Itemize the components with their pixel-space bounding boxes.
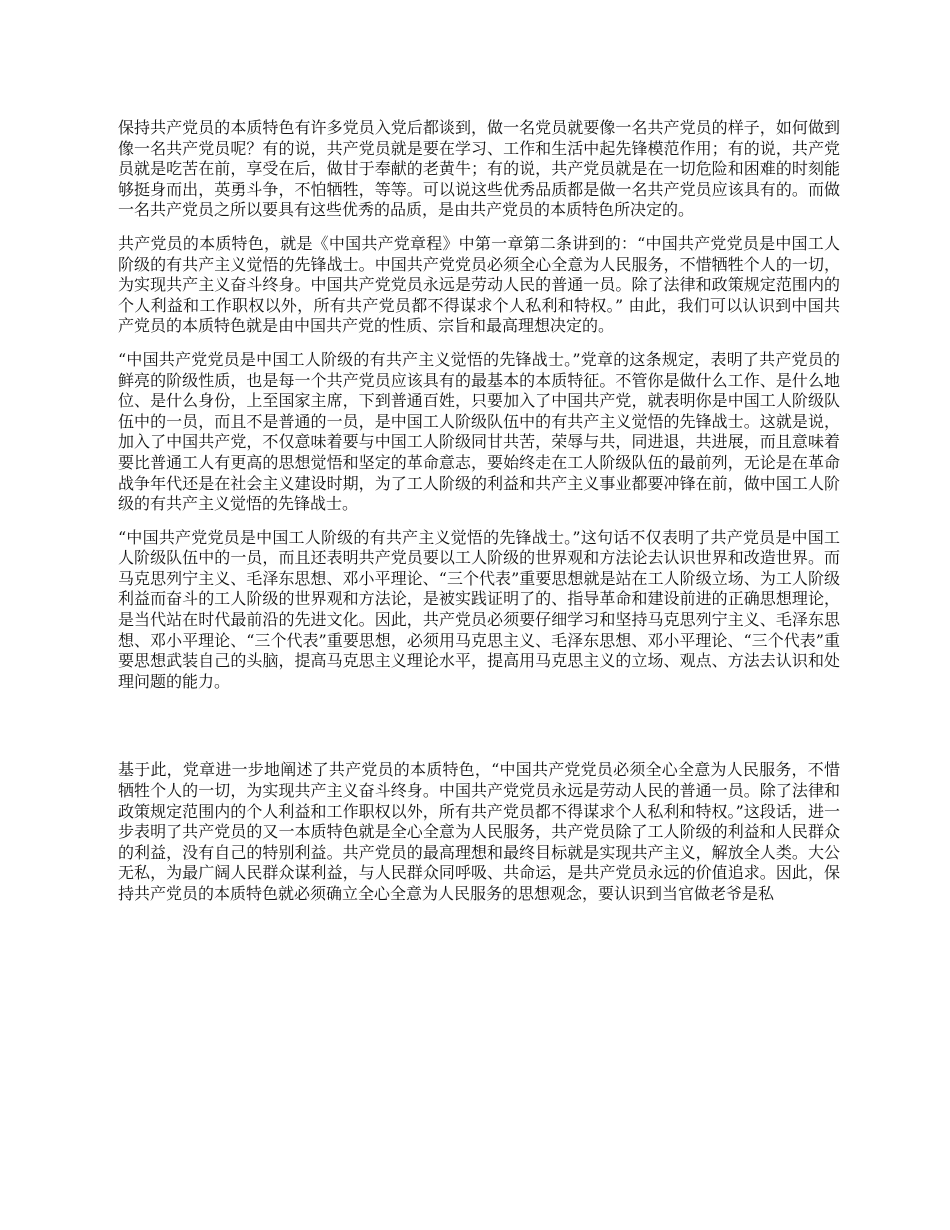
document-body [118,118,840,918]
paragraph-5: 基于此，党章进一步地阐述了共产党员的本质特色，“中国共产党党员必须全心全意为人民服务，不惜牺牲个人的一切，为实现共产主义奋斗终身。中国共产党党员永远是劳动人民的普通一员。除了法律和政策规定范围内的个人利益和工作职权以外，所有共产党员都不得谋求个人私利和特权。”这段话，进一步表明了共产党员的又一本质特色就是全心全意为人民服务，共产党员除了工人阶级的利益和人民群众的利益，没有自己的特别利益。共产党员的最高理想和最终目标就是实现共产主义，解放全人类。大公无私，为最广阔人民群众谋利益，与人民群众同呼吸、共命运，是共产党员永远的价值追求。因此，保持共产党员的本质特色就必须确立全心全意为人民服务的思想观念，要认识到当官做老爷是私 [118,760,840,903]
paragraph-2: 共产党员的本质特色，就是《中国共产党章程》中第一章第二条讲到的：“中国共产党党员是中国工人阶级的有共产主义觉悟的先锋战士。中国共产党党员必须全心全意为人民服务，不惜牺牲个人的一切，为实现共产主义奋斗终身。中国共产党党员永远是劳动人民的普通一员。除了法律和政策规定范围内的个人利益和工作职权以外，所有共产党员都不得谋求个人私利和特权。” 由此，我们可以认识到中国共产党员的本质特色就是由中国共产党的性质、宗旨和最高理想决定的。 [118,233,840,336]
paragraph-1: 保持共产党员的本质特色有许多党员入党后都谈到，做一名党员就要像一名共产党员的样子，如何做到像一名共产党员呢？有的说，共产党员就是要在学习、工作和生活中起先锋模范作用；有的说，共产党员就是吃苦在前，享受在后，做甘于奉献的老黄牛；有的说，共产党员就是在一切危险和困难的时刻能够挺身而出，英勇斗争，不怕牺牲，等等。可以说这些优秀品质都是做一名共产党员应该具有的。而做一名共产党员之所以要具有这些优秀的品质，是由共产党员的本质特色所决定的。 [118,118,840,220]
paragraph-3: “中国共产党党员是中国工人阶级的有共产主义觉悟的先锋战士。”党章的这条规定，表明了共产党员的鲜亮的阶级性质，也是每一个共产党员应该具有的最基本的本质特征。不管你是做什么工作、是什么地位、是什么身份，上至国家主席，下到普通百姓，只要加入了中国共产党，就表明你是中国工人阶级队伍中的一员，而且不是普通的一员，是中国工人阶级队伍中的有共产主义觉悟的先锋战士。这就是说，加入了中国共产党，不仅意味着要与中国工人阶级同甘共苦，荣辱与共，同进退，共进展，而且意味着要比普通工人有更高的思想觉悟和坚定的革命意志，要始终走在工人阶级队伍的最前列，无论是在革命战争年代还是在社会主义建设时期，为了工人阶级的利益和共产主义事业都要冲锋在前，做中国工人阶级的有共产主义觉悟的先锋战士。 [118,349,840,514]
paragraph-4: “中国共产党党员是中国工人阶级的有共产主义觉悟的先锋战士。”这句话不仅表明了共产党员是中国工人阶级队伍中的一员，而且还表明共产党员要以工人阶级的世界观和方法论去认识世界和改造世界。而马克思列宁主义、毛泽东思想、邓小平理论、“三个代表”重要思想就是站在工人阶级立场、为工人阶级利益而奋斗的工人阶级的世界观和方法论，是被实践证明了的、指导革命和建设前进的正确思想理论，是当代站在时代最前沿的先进文化。因此，共产党员必须要仔细学习和坚持马克思列宁主义、毛泽东思想、邓小平理论、“三个代表”重要思想，必须用马克思主义、毛泽东思想、邓小平理论、“三个代表”重要思想武装自己的头脑，提高马克思主义理论水平，提高用马克思主义的立场、观点、方法去认识和处理问题的能力。 [118,527,840,691]
